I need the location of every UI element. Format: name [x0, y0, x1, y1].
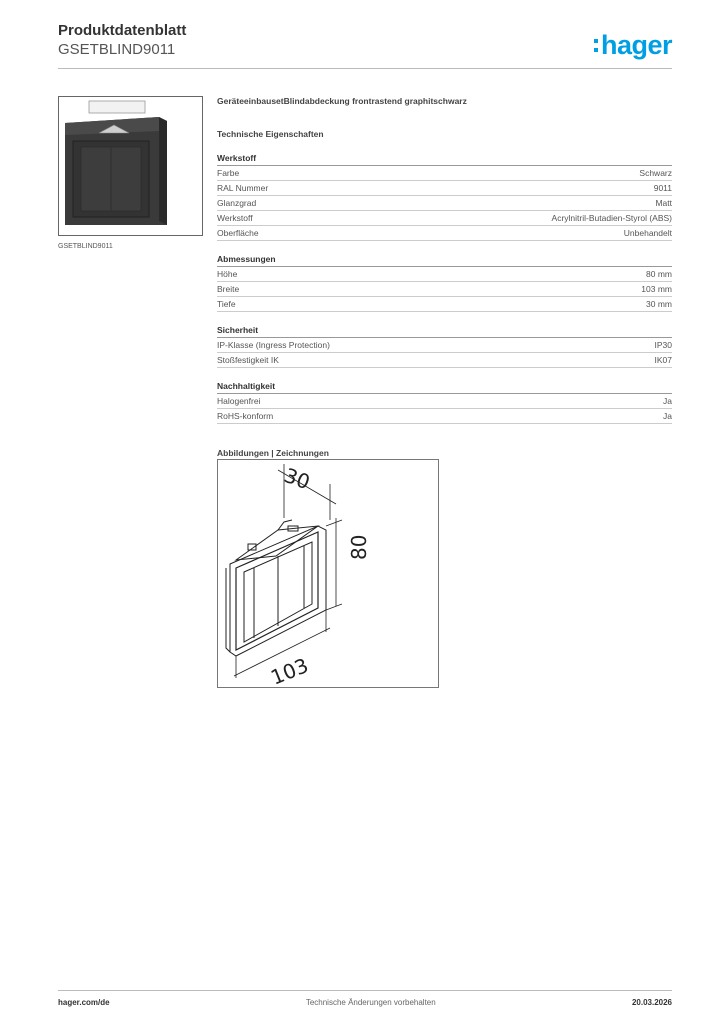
spec-row — [217, 338, 672, 353]
header-divider — [58, 68, 672, 69]
spec-value: 80 mm — [646, 269, 672, 279]
product-description: GeräteeinbausetBlindabdeckung frontrastend graphitschwarz — [217, 96, 467, 106]
spec-value: Ja — [663, 411, 672, 421]
spec-label: Stoßfestigkeit IK — [217, 355, 279, 365]
spec-group-title: Werkstoff — [217, 153, 672, 166]
drawings-heading: Abbildungen | Zeichnungen — [217, 448, 329, 458]
footer-notice: Technische Änderungen vorbehalten — [305, 998, 436, 1007]
spec-group-abmessungen — [217, 254, 672, 312]
spec-content — [217, 96, 672, 458]
spec-value: Ja — [663, 396, 672, 406]
dimension-drawing — [217, 459, 439, 688]
spec-label: Tiefe — [217, 299, 236, 309]
spec-group-werkstoff — [217, 153, 672, 241]
document-title: Produktdatenblatt — [58, 22, 187, 39]
spec-row — [217, 226, 672, 241]
product-photo-illustration — [59, 97, 202, 235]
spec-value: Matt — [655, 198, 672, 208]
footer-website-link[interactable]: hager.com/de — [58, 998, 110, 1007]
spec-label: RAL Nummer — [217, 183, 269, 193]
spec-value: IP30 — [654, 340, 672, 350]
spec-label: IP-Klasse (Ingress Protection) — [217, 340, 330, 350]
spec-group-title: Sicherheit — [217, 325, 672, 338]
dimension-width-label: 103 — [267, 653, 312, 687]
spec-label: Werkstoff — [217, 213, 253, 223]
spec-value: 103 mm — [641, 284, 672, 294]
product-photo — [58, 96, 203, 236]
spec-label: RoHS-konform — [217, 411, 274, 421]
spec-row — [217, 353, 672, 368]
spec-row — [217, 166, 672, 181]
product-code: GSETBLIND9011 — [58, 41, 176, 58]
spec-row — [217, 297, 672, 312]
spec-row — [217, 282, 672, 297]
footer-date: 20.03.2026 — [631, 998, 672, 1007]
spec-label: Höhe — [217, 269, 238, 279]
spec-group-title: Nachhaltigkeit — [217, 381, 672, 394]
dimension-height-label: 80 — [347, 534, 371, 560]
page-footer — [58, 998, 672, 1007]
spec-value: 30 mm — [646, 299, 672, 309]
spec-group-nachhaltigkeit — [217, 381, 672, 424]
dimension-depth-label: 30 — [281, 462, 314, 495]
spec-row — [217, 267, 672, 282]
spec-row — [217, 211, 672, 226]
spec-row — [217, 196, 672, 211]
spec-row — [217, 409, 672, 424]
spec-value: Unbehandelt — [623, 228, 672, 238]
spec-value: IK07 — [654, 355, 672, 365]
spec-group-sicherheit — [217, 325, 672, 368]
specs-heading: Technische Eigenschaften — [217, 129, 324, 139]
logo-dots-icon — [594, 36, 598, 56]
spec-group-title: Abmessungen — [217, 254, 672, 267]
spec-row — [217, 394, 672, 409]
dimension-drawing-svg — [218, 460, 438, 687]
spec-row — [217, 181, 672, 196]
footer-divider — [58, 990, 672, 991]
spec-label: Breite — [217, 284, 240, 294]
spec-label: Farbe — [217, 168, 240, 178]
spec-label: Glanzgrad — [217, 198, 257, 208]
page-header — [58, 22, 672, 68]
logo-text: hager — [600, 30, 672, 60]
spec-label: Halogenfrei — [217, 396, 261, 406]
spec-label: Oberfläche — [217, 228, 259, 238]
spec-value: Schwarz — [639, 168, 672, 178]
spec-value: 9011 — [653, 183, 672, 193]
hager-logo — [594, 30, 672, 61]
spec-value: Acrylnitril-Butadien-Styrol (ABS) — [551, 213, 672, 223]
photo-caption: GSETBLIND9011 — [58, 243, 113, 250]
